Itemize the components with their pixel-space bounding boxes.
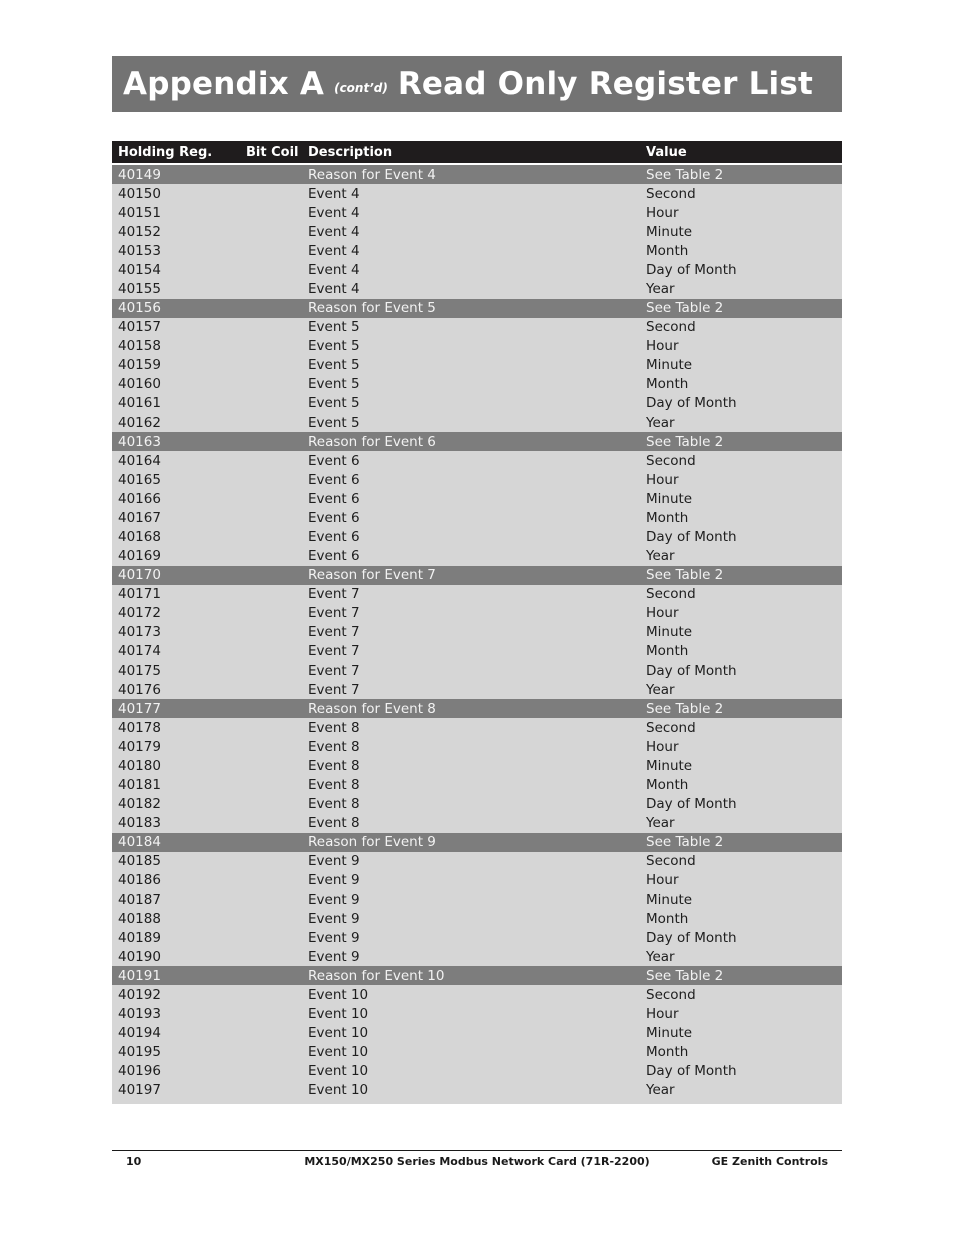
table-row — [112, 547, 842, 566]
cell-description: Event 6 — [308, 490, 360, 507]
cell-holding-reg: 40181 — [118, 777, 161, 794]
cell-holding-reg: 40173 — [118, 624, 161, 641]
cell-value: Second — [646, 185, 696, 202]
cell-description: Event 8 — [308, 719, 360, 736]
table-row — [112, 489, 842, 508]
table-row — [112, 871, 842, 890]
table-row — [112, 680, 842, 699]
title-part2: Read Only Register List — [397, 66, 814, 102]
cell-value: Day of Month — [646, 929, 737, 946]
page-footer — [112, 1155, 842, 1171]
cell-description: Event 5 — [308, 414, 360, 431]
table-row-reason — [112, 165, 842, 184]
cell-description: Event 5 — [308, 338, 360, 355]
footer-document-title: MX150/MX250 Series Modbus Network Card (71R-2200) — [304, 1155, 650, 1168]
cell-description: Event 9 — [308, 910, 360, 927]
cell-holding-reg: 40192 — [118, 986, 161, 1003]
cell-value: Day of Month — [646, 796, 737, 813]
footer-divider — [112, 1150, 842, 1151]
table-row — [112, 470, 842, 489]
table-row — [112, 890, 842, 909]
cell-description: Event 6 — [308, 471, 360, 488]
cell-value: Year — [646, 548, 675, 565]
cell-description: Event 9 — [308, 853, 360, 870]
cell-description: Reason for Event 5 — [308, 300, 436, 317]
cell-description: Event 7 — [308, 681, 360, 698]
cell-value: Year — [646, 681, 675, 698]
table-row-reason — [112, 299, 842, 318]
cell-value: Hour — [646, 1005, 679, 1022]
table-header-row — [112, 141, 842, 165]
cell-description: Event 8 — [308, 738, 360, 755]
table-row — [112, 947, 842, 966]
cell-value: Minute — [646, 624, 693, 641]
table-row — [112, 222, 842, 241]
cell-description: Event 10 — [308, 986, 369, 1003]
cell-holding-reg: 40167 — [118, 509, 161, 526]
cell-holding-reg: 40178 — [118, 719, 161, 736]
table-row — [112, 1024, 842, 1043]
cell-description: Event 7 — [308, 643, 360, 660]
cell-holding-reg: 40189 — [118, 929, 161, 946]
table-row — [112, 737, 842, 756]
table-row — [112, 985, 842, 1004]
cell-value: Month — [646, 1044, 689, 1061]
cell-description: Event 7 — [308, 662, 360, 679]
table-row — [112, 1062, 842, 1081]
table-row — [112, 642, 842, 661]
cell-description: Event 5 — [308, 376, 360, 393]
cell-value: See Table 2 — [646, 967, 724, 984]
table-row — [112, 756, 842, 775]
cell-description: Event 4 — [308, 185, 360, 202]
table-row — [112, 241, 842, 260]
cell-description: Reason for Event 8 — [308, 700, 436, 717]
cell-description: Event 10 — [308, 1082, 369, 1099]
cell-holding-reg: 40180 — [118, 757, 161, 774]
footer-company: GE Zenith Controls — [711, 1155, 828, 1168]
table-row — [112, 1081, 842, 1100]
cell-value: Minute — [646, 1025, 693, 1042]
cell-value: Second — [646, 986, 696, 1003]
cell-value: Month — [646, 643, 689, 660]
cell-value: Second — [646, 586, 696, 603]
cell-holding-reg: 40179 — [118, 738, 161, 755]
cell-holding-reg: 40163 — [118, 433, 161, 450]
table-body — [112, 165, 842, 1100]
cell-holding-reg: 40176 — [118, 681, 161, 698]
table-row — [112, 279, 842, 298]
cell-value: Minute — [646, 357, 693, 374]
header-bit-coil: Bit Coil — [246, 144, 299, 160]
footer-page-number: 10 — [126, 1155, 142, 1168]
cell-value: Day of Month — [646, 395, 737, 412]
title-part1: Appendix A — [123, 66, 325, 102]
table-row — [112, 1043, 842, 1062]
cell-value: Minute — [646, 891, 693, 908]
cell-value: Year — [646, 414, 675, 431]
cell-description: Event 5 — [308, 395, 360, 412]
cell-value: Month — [646, 509, 689, 526]
cell-description: Event 6 — [308, 548, 360, 565]
cell-holding-reg: 40193 — [118, 1005, 161, 1022]
cell-value: Second — [646, 853, 696, 870]
cell-description: Event 9 — [308, 872, 360, 889]
cell-description: Reason for Event 7 — [308, 567, 436, 584]
cell-value: Minute — [646, 223, 693, 240]
cell-value: Year — [646, 815, 675, 832]
cell-value: Hour — [646, 738, 679, 755]
cell-value: Year — [646, 1082, 675, 1099]
cell-holding-reg: 40154 — [118, 261, 161, 278]
table-row — [112, 623, 842, 642]
cell-description: Event 4 — [308, 281, 360, 297]
header-value: Value — [646, 144, 687, 160]
cell-description: Reason for Event 4 — [308, 166, 436, 183]
cell-value: Minute — [646, 490, 693, 507]
cell-description: Event 9 — [308, 929, 360, 946]
cell-description: Reason for Event 9 — [308, 834, 436, 851]
header-holding-reg: Holding Reg. — [118, 144, 213, 160]
cell-description: Event 9 — [308, 891, 360, 908]
header-description: Description — [308, 144, 393, 160]
page-title-banner — [112, 56, 842, 112]
cell-description: Reason for Event 10 — [308, 967, 445, 984]
cell-holding-reg: 40151 — [118, 204, 161, 221]
cell-holding-reg: 40177 — [118, 700, 161, 717]
cell-holding-reg: 40156 — [118, 300, 161, 317]
table-row — [112, 852, 842, 871]
table-row — [112, 451, 842, 470]
cell-value: Minute — [646, 757, 693, 774]
cell-description: Event 10 — [308, 1005, 369, 1022]
cell-description: Event 8 — [308, 777, 360, 794]
cell-holding-reg: 40184 — [118, 834, 161, 851]
cell-holding-reg: 40169 — [118, 548, 161, 565]
cell-description: Event 10 — [308, 1025, 369, 1042]
cell-holding-reg: 40197 — [118, 1082, 161, 1099]
table-row — [112, 184, 842, 203]
cell-value: Day of Month — [646, 529, 737, 546]
cell-holding-reg: 40185 — [118, 853, 161, 870]
cell-value: Second — [646, 319, 696, 336]
cell-holding-reg: 40150 — [118, 185, 161, 202]
cell-description: Event 7 — [308, 586, 360, 603]
cell-value: Hour — [646, 872, 679, 889]
cell-description: Event 8 — [308, 796, 360, 813]
cell-holding-reg: 40155 — [118, 281, 161, 297]
cell-holding-reg: 40166 — [118, 490, 161, 507]
cell-value: Hour — [646, 204, 679, 221]
cell-description: Event 4 — [308, 261, 360, 278]
table-row — [112, 585, 842, 604]
cell-holding-reg: 40153 — [118, 242, 161, 259]
table-row — [112, 337, 842, 356]
table-row — [112, 318, 842, 337]
table-row-reason — [112, 833, 842, 852]
table-row — [112, 795, 842, 814]
cell-description: Event 5 — [308, 319, 360, 336]
cell-description: Event 8 — [308, 757, 360, 774]
title-contd: (cont’d) — [334, 81, 388, 95]
cell-value: Hour — [646, 338, 679, 355]
cell-description: Event 7 — [308, 624, 360, 641]
cell-value: Second — [646, 452, 696, 469]
cell-value: Hour — [646, 605, 679, 622]
cell-description: Event 4 — [308, 242, 360, 259]
cell-value: Month — [646, 910, 689, 927]
cell-holding-reg: 40149 — [118, 166, 161, 183]
cell-holding-reg: 40188 — [118, 910, 161, 927]
cell-holding-reg: 40162 — [118, 414, 161, 431]
cell-holding-reg: 40174 — [118, 643, 161, 660]
cell-value: Month — [646, 376, 689, 393]
cell-holding-reg: 40170 — [118, 567, 161, 584]
cell-holding-reg: 40182 — [118, 796, 161, 813]
cell-value: Month — [646, 242, 689, 259]
table-row — [112, 776, 842, 795]
table-row — [112, 356, 842, 375]
table-row-reason — [112, 966, 842, 985]
cell-holding-reg: 40172 — [118, 605, 161, 622]
cell-holding-reg: 40160 — [118, 376, 161, 393]
table-row — [112, 260, 842, 279]
cell-description: Event 4 — [308, 204, 360, 221]
cell-description: Event 4 — [308, 223, 360, 240]
cell-value: Year — [646, 948, 675, 965]
cell-holding-reg: 40191 — [118, 967, 161, 984]
cell-holding-reg: 40171 — [118, 586, 161, 603]
cell-value: Year — [646, 281, 675, 297]
cell-value: Second — [646, 719, 696, 736]
table-row — [112, 718, 842, 737]
cell-value: See Table 2 — [646, 166, 724, 183]
cell-holding-reg: 40175 — [118, 662, 161, 679]
cell-value: Day of Month — [646, 261, 737, 278]
cell-holding-reg: 40187 — [118, 891, 161, 908]
cell-description: Event 5 — [308, 357, 360, 374]
table-row — [112, 413, 842, 432]
cell-value: Hour — [646, 471, 679, 488]
cell-holding-reg: 40164 — [118, 452, 161, 469]
table-row — [112, 909, 842, 928]
table-row — [112, 203, 842, 222]
table-row-reason — [112, 566, 842, 585]
table-row — [112, 814, 842, 833]
cell-value: See Table 2 — [646, 300, 724, 317]
cell-holding-reg: 40183 — [118, 815, 161, 832]
table-row — [112, 375, 842, 394]
cell-description: Event 10 — [308, 1044, 369, 1061]
cell-holding-reg: 40152 — [118, 223, 161, 240]
table-bottom-padding — [112, 1100, 842, 1104]
cell-description: Event 6 — [308, 452, 360, 469]
cell-holding-reg: 40195 — [118, 1044, 161, 1061]
cell-value: See Table 2 — [646, 700, 724, 717]
table-row — [112, 1004, 842, 1023]
cell-description: Event 10 — [308, 1063, 369, 1080]
register-table — [112, 141, 842, 1104]
table-row — [112, 604, 842, 623]
cell-holding-reg: 40186 — [118, 872, 161, 889]
table-row — [112, 394, 842, 413]
cell-holding-reg: 40158 — [118, 338, 161, 355]
cell-value: See Table 2 — [646, 834, 724, 851]
cell-value: Day of Month — [646, 662, 737, 679]
cell-holding-reg: 40190 — [118, 948, 161, 965]
cell-holding-reg: 40159 — [118, 357, 161, 374]
table-row — [112, 527, 842, 546]
cell-holding-reg: 40168 — [118, 529, 161, 546]
cell-value: See Table 2 — [646, 433, 724, 450]
cell-holding-reg: 40161 — [118, 395, 161, 412]
cell-holding-reg: 40157 — [118, 319, 161, 336]
table-row — [112, 928, 842, 947]
cell-holding-reg: 40194 — [118, 1025, 161, 1042]
cell-description: Event 7 — [308, 605, 360, 622]
cell-description: Event 6 — [308, 509, 360, 526]
cell-holding-reg: 40165 — [118, 471, 161, 488]
cell-description: Reason for Event 6 — [308, 433, 436, 450]
cell-value: Month — [646, 777, 689, 794]
cell-description: Event 6 — [308, 529, 360, 546]
cell-description: Event 9 — [308, 948, 360, 965]
cell-value: See Table 2 — [646, 567, 724, 584]
cell-description: Event 8 — [308, 815, 360, 832]
table-row — [112, 508, 842, 527]
table-row — [112, 661, 842, 680]
cell-holding-reg: 40196 — [118, 1063, 161, 1080]
cell-value: Day of Month — [646, 1063, 737, 1080]
table-row-reason — [112, 699, 842, 718]
table-row-reason — [112, 432, 842, 451]
